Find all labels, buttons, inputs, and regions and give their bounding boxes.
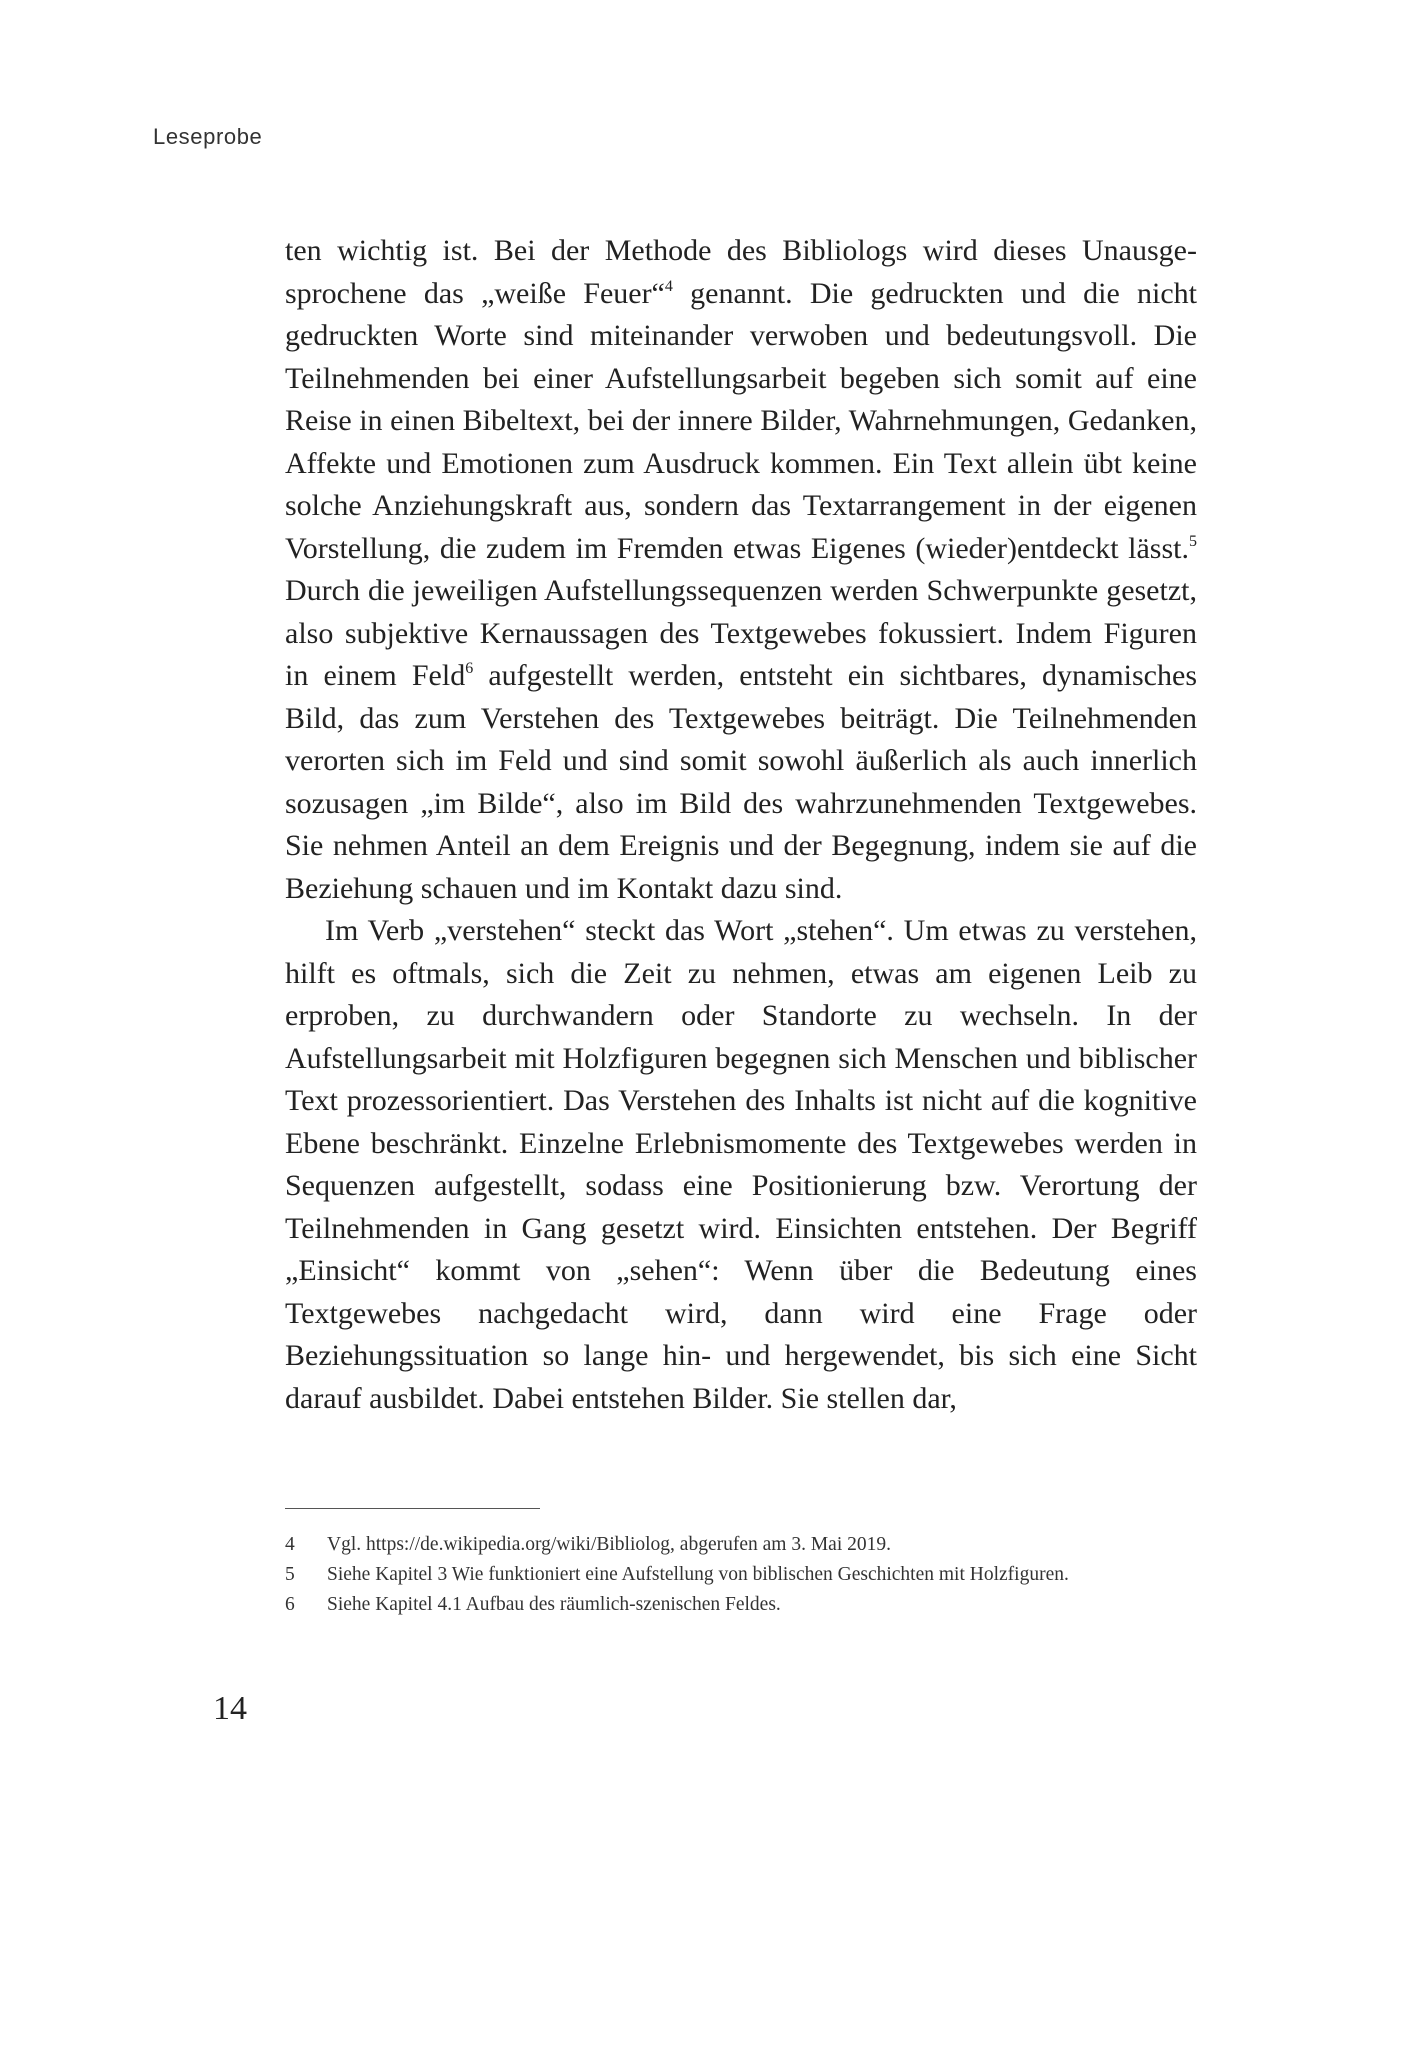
footnote-4	[285, 1530, 1197, 1559]
footnote-ref-4[interactable]: 4	[664, 277, 673, 295]
footnote-ref-6[interactable]: 6	[465, 660, 474, 677]
footnotes	[285, 1530, 1197, 1620]
paragraph-1	[285, 230, 1197, 910]
footnote-5	[285, 1560, 1197, 1589]
footnote-text: Siehe Kapitel 4.1 Aufbau des räumlich-szenischen Feldes.	[327, 1594, 781, 1615]
footnote-text: Vgl. https://de.wikipedia.org/wiki/Bibliolog, abgerufen am 3. Mai 2019.	[327, 1534, 891, 1555]
footnote-number: 4	[285, 1534, 295, 1555]
paragraph-2: Im Verb „verstehen“ steckt das Wort „stehen“. Um etwas zu verstehen, hilft es oftmals, sich die Zeit zu nehmen, etwas am eigenen Leib zu erproben, zu durchwandern oder Standorte zu wechseln. In der Aufstellungsarbeit mit Holzfiguren begegnen sich Menschen und biblischer Text prozessorientiert. Das Verstehen des Inhalts ist nicht auf die kognitive Ebene beschränkt. Einzelne Erlebnismomente des Textgewebes werden in Sequenzen aufgestellt, sodass eine Positionierung bzw. Verortung der Teilnehmenden in Gang gesetzt wird. Einsichten entstehen. Der Begriff „Einsicht“ kommt von „sehen“: Wenn über die Bedeutung eines Textgewebes nachgedacht wird, dann wird eine Frage oder Beziehungssituation so lange hin- und hergewendet, bis sich eine Sicht darauf ausbildet. Dabei entstehen Bilder. Sie stellen dar,	[285, 914, 1197, 1415]
paragraph-1-part-3: Durch die jeweiligen Aufstellungssequenzen werden Schwerpunkte gesetzt, also subjektive Kernaussagen des Textgewebes fokussiert. Indem Figuren in einem Feld	[285, 574, 1197, 692]
footnote-6	[285, 1590, 1197, 1619]
footnote-text: Siehe Kapitel 3 Wie funktioniert eine Aufstellung von biblischen Geschichten mit Holzfiguren.	[327, 1564, 1069, 1585]
footnote-number: 5	[285, 1564, 295, 1585]
paragraph-1-part-2: genannt. Die gedruckten und die nicht gedruckten Worte sind miteinander verwoben und bedeutungsvoll. Die Teilnehmenden bei einer Aufstellungsarbeit begeben sich somit auf eine Reise in einen Bibeltext, bei der innere Bilder, Wahrnehmungen, Gedanken, Affekte und Emotionen zum Ausdruck kommen. Ein Text allein übt keine solche Anziehungskraft aus, sondern das Textarrangement in der eigenen Vorstellung, die zudem im Fremden etwas Eigenes (wieder)entdeckt lässt.	[285, 276, 1197, 565]
footnote-ref-5[interactable]: 5	[1189, 532, 1197, 550]
footnote-divider	[285, 1508, 540, 1509]
page-number: 14	[213, 1690, 247, 1727]
paragraph-1-part-4: aufgestellt werden, entsteht ein sichtbares, dynamisches Bild, das zum Verstehen des Textgewebes beiträgt. Die Teilnehmenden verorten sich im Feld und sind somit sowohl äußerlich als auch innerlich sozusagen „im Bilde“, also im Bild des wahrzunehmenden Textgewebes. Sie nehmen Anteil an dem Ereignis und der Begegnung, indem sie auf die Beziehung schauen und im Kontakt dazu sind.	[285, 659, 1197, 905]
main-text	[285, 230, 1197, 1420]
paragraph-1-part-1: ten wichtig ist. Bei der Methode des Bibliologs wird dieses Unausgesprochene das „weiße Feuer“	[285, 234, 1197, 310]
running-head: Leseprobe	[153, 124, 263, 149]
footnote-number: 6	[285, 1594, 295, 1615]
